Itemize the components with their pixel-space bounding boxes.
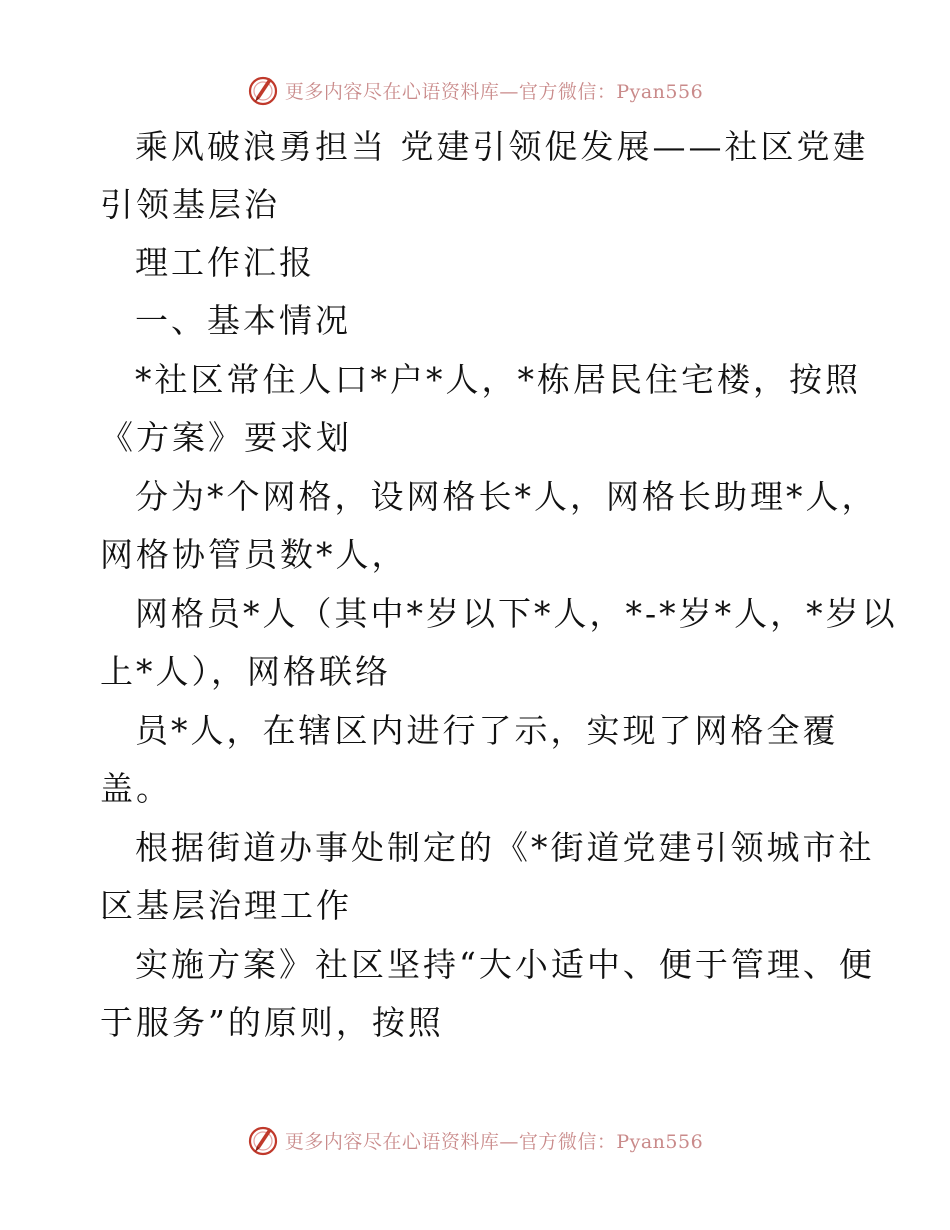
title-line-1: 乘风破浪勇担当 党建引领促发展——社区党建 — [135, 127, 869, 166]
paragraph-line: 于服务”的原则，按照 — [100, 1003, 444, 1042]
watermark-text: 更多内容尽在心语资料库—官方微信：Pyan556 — [284, 1130, 704, 1153]
paragraph-line: 实施方案》社区坚持“大小适中、便于管理、便 — [135, 945, 875, 984]
paragraph-line: 盖。 — [100, 769, 172, 808]
pen-nib-seal-icon — [247, 1124, 279, 1156]
paragraph-line: 区基层治理工作 — [100, 886, 352, 925]
paragraph-line: 根据街道办事处制定的《*街道党建引领城市社 — [135, 828, 875, 867]
title-line-2: 引领基层治 — [100, 185, 280, 224]
title-line-3: 理工作汇报 — [135, 243, 315, 282]
pen-nib-seal-icon — [247, 74, 279, 106]
paragraph-line: 员*人，在辖区内进行了示，实现了网格全覆 — [135, 711, 839, 750]
paragraph-line: 网格员*人（其中*岁以下*人，*-*岁*人，*岁以 — [135, 594, 898, 633]
watermark-text: 更多内容尽在心语资料库—官方微信：Pyan556 — [284, 80, 704, 103]
header-watermark — [0, 70, 950, 110]
paragraph-line: 网格协管员数*人， — [100, 535, 408, 574]
paragraph-line: 上*人），网格联络 — [100, 652, 391, 691]
paragraph-line: 《方案》要求划 — [100, 418, 352, 457]
section-heading: 一、基本情况 — [135, 301, 351, 340]
paragraph-line: *社区常住人口*户*人，*栋居民住宅楼，按照 — [135, 360, 861, 399]
footer-watermark — [0, 1120, 950, 1160]
paragraph-line: 分为*个网格，设网格长*人，网格长助理*人， — [135, 477, 878, 516]
